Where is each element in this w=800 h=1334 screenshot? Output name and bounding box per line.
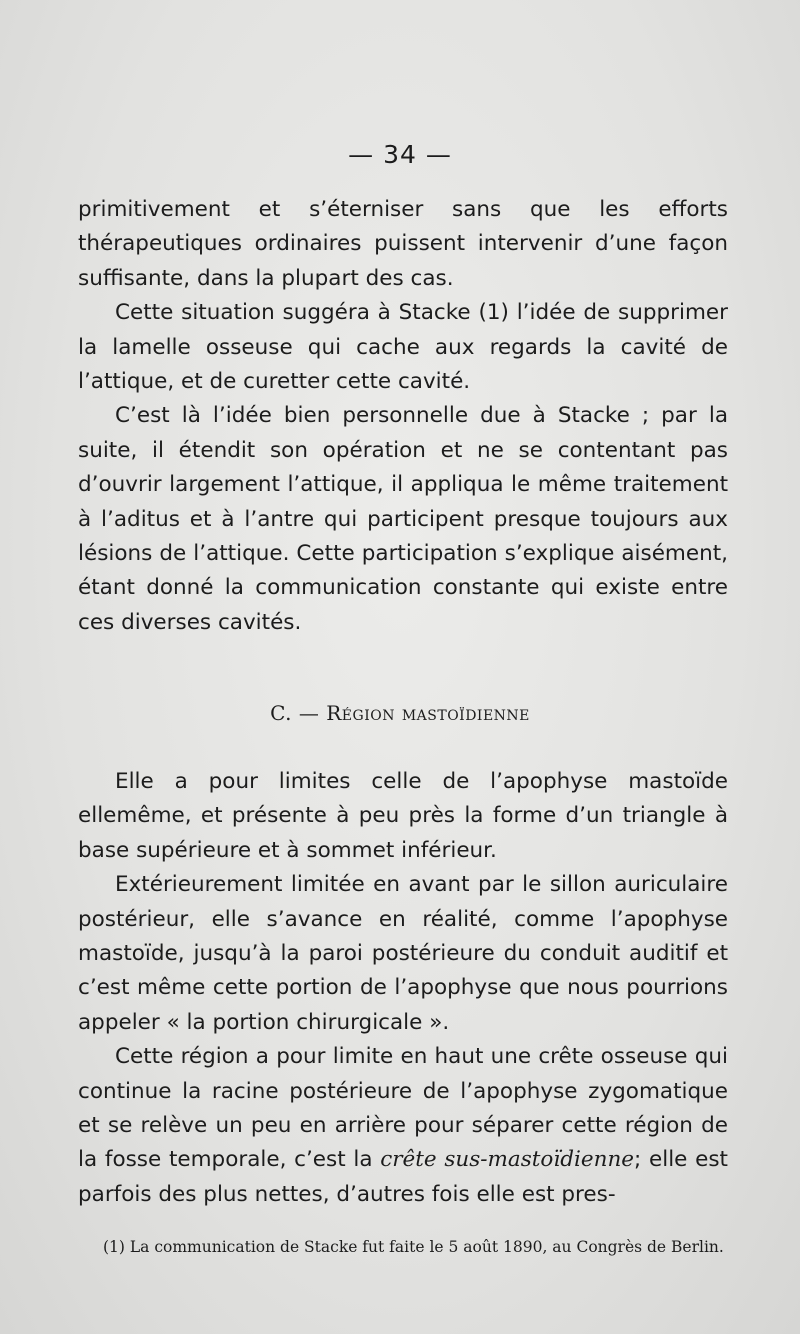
paragraph: Cette situation suggéra à Stacke (1) l’idée de supprimer la lamelle osseuse qui cache aux regards la cavité de l’attique, et de curetter cette cavité. — [78, 300, 728, 395]
paragraph: C’est là l’idée bien personnelle due à Stacke ; par la suite, il étendit son opération et ne se contentant pas d’ouvrir largement l’attique, il appliqua le même traitement à l’aditus et à l’antre qui participent presque toujours aux lésions de l’attique. Cette participation s’explique aisément, étant donné la communication constante qui existe entre ces diverses cavités. — [78, 403, 728, 635]
section-heading-title: Région mastoïdienne — [326, 701, 530, 725]
paragraph-text: Cette région a pour limite en haut une crête osseuse qui continue la racine postérieure de l’apophyse zygomatique et se relève un peu en arrière pour séparer cette région de la fosse temporale, c’est la — [78, 1044, 728, 1173]
paragraph: Elle a pour limites celle de l’apophyse mastoïde ellemême, et présente à peu près la forme d’un triangle à base supérieure et à sommet inférieur. — [78, 769, 728, 863]
section-heading-prefix: C. — — [270, 701, 327, 725]
text-block-intro — [78, 193, 728, 640]
page-number: — 34 — — [348, 140, 452, 169]
text-block-mastoid — [78, 765, 728, 1212]
paragraph: Extérieurement limitée en avant par le sillon auriculaire postérieur, elle s’avance en réalité, comme l’apophyse mastoïde, jusqu’à la paroi postérieure du conduit auditif et c’est même cette portion de l’apophyse que nous pourrions appeler « la portion chirurgicale ». — [78, 872, 728, 1035]
footnote — [78, 1238, 728, 1257]
footnote-text: (1) La communication de Stacke fut faite le 5 août 1890, au Congrès de Berlin. — [103, 1238, 724, 1256]
paragraph — [78, 1040, 728, 1212]
emphasis-term: crête sus-mastoïdienne — [380, 1147, 635, 1173]
paragraph: primitivement et s’éterniser sans que les efforts thérapeutiques ordinaires puissent intervenir d’une façon suffisante, dans la plupart des cas. — [78, 197, 728, 291]
section-heading — [0, 701, 800, 725]
paragraph-text: ; elle est parfois des plus nettes, d’autres fois elle est pres- — [78, 1147, 728, 1207]
